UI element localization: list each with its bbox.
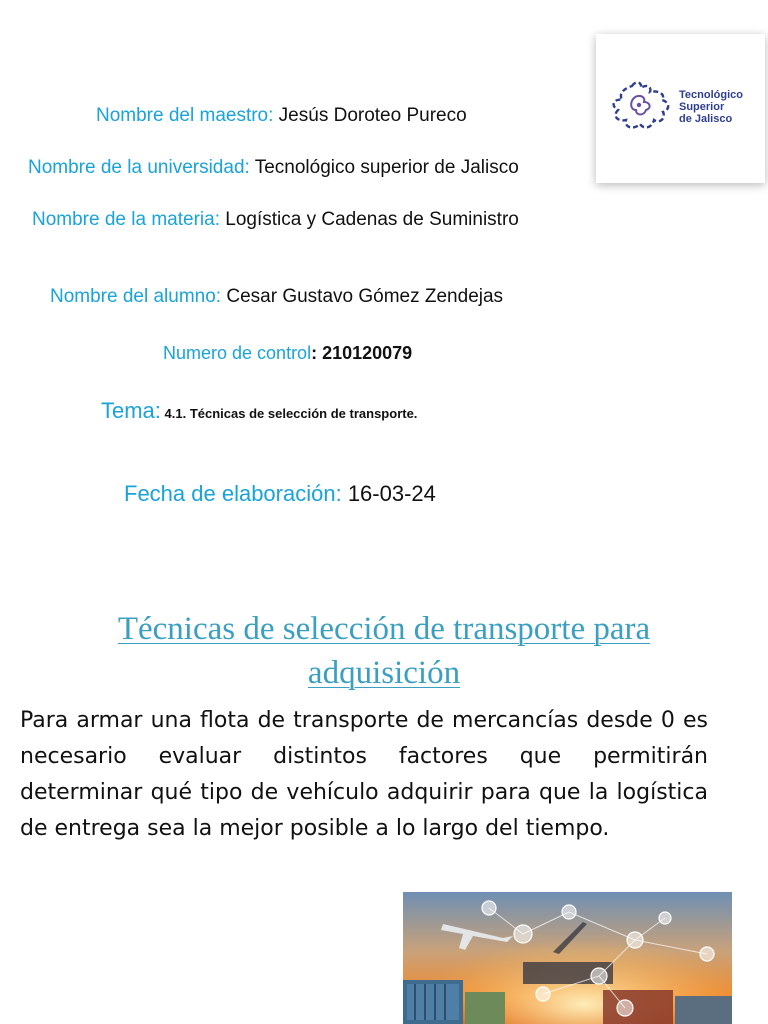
date-label: Fecha de elaboración:: [124, 481, 342, 506]
university-line: [28, 157, 519, 179]
jalisco-map-logo-icon: [608, 78, 676, 132]
student-value: Cesar Gustavo Gómez Zendejas: [221, 286, 504, 307]
subject-label: Nombre de la materia:: [32, 209, 220, 230]
control-number-value: : 210120079: [311, 343, 413, 363]
student-line: [50, 286, 503, 308]
logo-line-1: Tecnológico: [679, 89, 743, 101]
student-label: Nombre del alumno:: [50, 286, 222, 307]
article-heading: Técnicas de selección de transporte para adquisición: [117, 611, 651, 691]
university-value: Tecnológico superior de Jalisco: [249, 157, 519, 178]
logistics-photo-illustration: [403, 892, 732, 1024]
university-logo-text: [679, 89, 743, 125]
article-paragraph: Para armar una flota de transporte de mercancías desde 0 es necesario evaluar distintos factores que permitirán determinar qué tipo de vehículo adquirir para que la logística de entrega sea la mejor posible a lo largo del tiempo.: [20, 708, 708, 841]
topic-value: 4.1. Técnicas de selección de transporte.: [160, 406, 418, 421]
teacher-line: [96, 105, 467, 127]
control-number-label: Numero de control: [163, 343, 312, 363]
university-label: Nombre de la universidad:: [28, 157, 250, 178]
logistics-transport-photo: [403, 892, 732, 1024]
date-value: 16-03-24: [341, 481, 436, 506]
teacher-label: Nombre del maestro:: [96, 105, 274, 126]
logo-line-2: Superior: [679, 101, 725, 113]
date-line: [124, 481, 436, 507]
control-number-line: [163, 343, 412, 364]
logo-line-3: de Jalisco: [679, 113, 733, 125]
teacher-value: Jesús Doroteo Pureco: [273, 105, 467, 126]
university-logo: [596, 34, 765, 183]
subject-value: Logística y Cadenas de Suministro: [219, 209, 519, 230]
topic-line: [101, 398, 417, 424]
subject-line: [32, 209, 519, 231]
topic-label: Tema:: [101, 398, 161, 423]
